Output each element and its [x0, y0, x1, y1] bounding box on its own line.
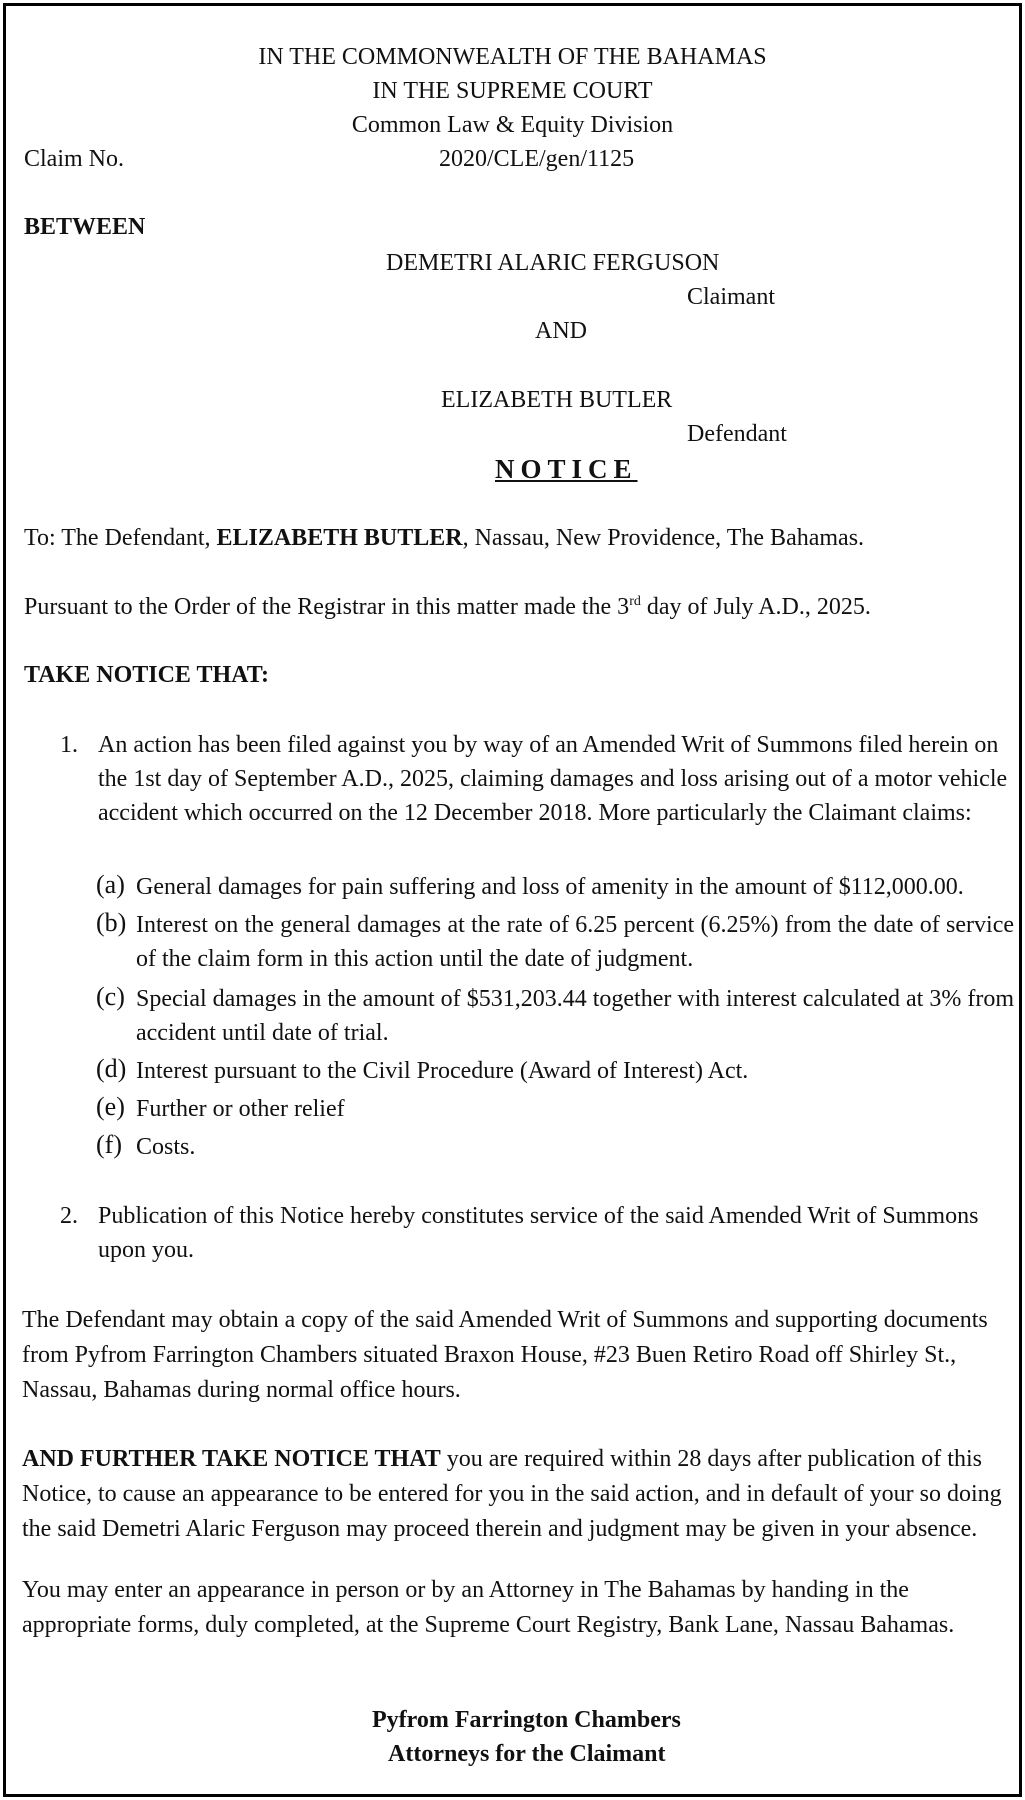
claim-text-d: Interest pursuant to the Civil Procedure (Award of Interest) Act.	[136, 1058, 749, 1084]
claim-number: 2020/CLE/gen/1125	[439, 146, 635, 172]
court-heading-supreme-court: IN THE SUPREME COURT	[372, 78, 653, 104]
court-division: Common Law & Equity Division	[351, 112, 674, 138]
claim-text-a: General damages for pain suffering and loss of amenity in the amount of $112,000.00.	[136, 874, 964, 900]
take-notice-heading: TAKE NOTICE THAT:	[24, 662, 269, 688]
pursuant-prefix: Pursuant to the Order of the Registrar in this matter made the 3	[24, 594, 630, 620]
to-suffix: , Nassau, New Providence, The Bahamas.	[462, 525, 865, 551]
item-text: Publication of this Notice hereby constitutes service of the said Amended Writ of Summons upon you.	[98, 1203, 979, 1263]
signature-firm: Pyfrom Farrington Chambers	[372, 1707, 681, 1733]
legal-notice-page	[3, 3, 1022, 1797]
claim-label-a: (a)	[96, 870, 125, 899]
claim-label-e: (e)	[96, 1092, 125, 1121]
appearance-paragraph: You may enter an appearance in person or by an Attorney in The Bahamas by handing in the appropriate forms, duly completed, at the Supreme Court Registry, Bank Lane, Nassau Bahamas.	[22, 1577, 955, 1638]
pursuant-sup: rd	[629, 594, 641, 609]
claimant-role: Claimant	[687, 284, 775, 310]
between-label: BETWEEN	[24, 214, 146, 240]
to-defendant-name: ELIZABETH BUTLER	[216, 525, 463, 551]
item-text: An action has been filed against you by way of an Amended Writ of Summons filed herein on the 1st day of September A.D., 2025, claiming damages and loss arising out of a motor vehicle accident which occurred on the 12 December 2018. More particularly the Claimant claims:	[98, 732, 1008, 826]
claim-label-f: (f)	[96, 1130, 122, 1159]
item-number: 2.	[60, 1203, 78, 1229]
pursuant-line	[24, 590, 871, 624]
to-line	[24, 521, 864, 555]
claim-text-e: Further or other relief	[136, 1096, 345, 1122]
defendant-role: Defendant	[687, 421, 787, 447]
further-notice-text: you are required within 28 days after publication of this Notice, to cause an appearance to be entered for you in the said action, and in default of your so doing the said Demetri Alaric Ferguson may proceed therein and judgment may be given in your absence.	[22, 1446, 1002, 1542]
and-label: AND	[535, 318, 587, 344]
notice-title: NOTICE	[495, 454, 638, 484]
further-notice-heading: AND FURTHER TAKE NOTICE THAT	[22, 1446, 441, 1472]
claimant-name: DEMETRI ALARIC FERGUSON	[386, 250, 720, 276]
claim-label-c: (c)	[96, 982, 125, 1011]
claim-text-c: Special damages in the amount of $531,203.44 together with interest calculated at 3% from accident until date of trial.	[136, 986, 1014, 1046]
claim-label-b: (b)	[96, 908, 127, 937]
further-notice-paragraph	[22, 1442, 1012, 1547]
item-number: 1.	[60, 732, 78, 758]
claim-text-b: Interest on the general damages at the rate of 6.25 percent (6.25%) from the date of service of the claim form in this action until the date of judgment.	[136, 912, 1014, 972]
claim-label-d: (d)	[96, 1054, 127, 1083]
signature-role: Attorneys for the Claimant	[388, 1741, 666, 1767]
claim-label: Claim No.	[24, 146, 124, 172]
pursuant-suffix: day of July A.D., 2025.	[640, 594, 871, 620]
to-prefix: To: The Defendant,	[24, 525, 217, 551]
claim-text-f: Costs.	[136, 1134, 196, 1160]
court-heading-commonwealth: IN THE COMMONWEALTH OF THE BAHAMAS	[258, 44, 767, 70]
defendant-name: ELIZABETH BUTLER	[441, 387, 673, 413]
copy-paragraph: The Defendant may obtain a copy of the said Amended Writ of Summons and supporting documents from Pyfrom Farrington Chambers situated Braxon House, #23 Buen Retiro Road off Shirley St., Nassau, Bahamas during normal office hours.	[22, 1307, 988, 1403]
